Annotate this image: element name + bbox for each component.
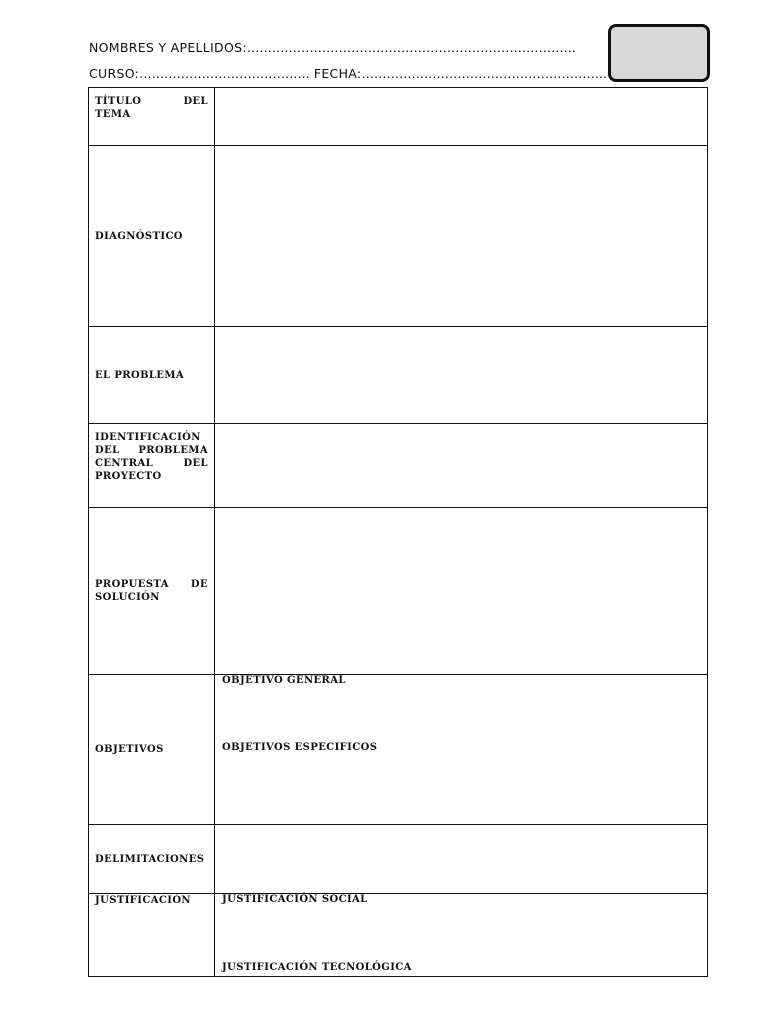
table-row <box>89 508 708 675</box>
row-label-diagnostic: DIAGNÓSTICO <box>89 146 215 327</box>
course-date-line <box>89 66 607 81</box>
name-line <box>89 40 576 55</box>
general-objective-label: OBJETIVO GENERAL <box>222 675 346 686</box>
row-label-objectives: OBJETIVOS <box>89 675 215 825</box>
diagnostic-field[interactable] <box>215 146 708 327</box>
row-label-delimitations: DELIMITACIONES <box>89 825 215 894</box>
table-row <box>89 88 708 146</box>
table-row <box>89 327 708 424</box>
table-row <box>89 146 708 327</box>
row-label-solution: PROPUESTA DE SOLUCIÓN <box>89 508 215 675</box>
table-row <box>89 424 708 508</box>
table-row <box>89 894 708 977</box>
row-label-problem: EL PROBLEMA <box>89 327 215 424</box>
central-problem-field[interactable] <box>215 424 708 508</box>
name-fill-field[interactable]: ……………………………………………………………………. <box>246 40 576 55</box>
row-label-central-problem: IDENTIFICACIÓN DEL PROBLEMA CENTRAL DEL PROYECTO <box>89 424 215 508</box>
course-label: CURSO: <box>89 66 140 81</box>
row-label-justification: JUSTIFICACIÓN <box>89 894 215 977</box>
title-field[interactable] <box>215 88 708 146</box>
row-label-title: TÍTULO DEL TEMA <box>89 88 215 146</box>
solution-field[interactable] <box>215 508 708 675</box>
course-fill-field[interactable]: ………………………………….. <box>139 66 310 81</box>
technological-justification-label: JUSTIFICACIÓN TECNOLÓGICA <box>222 962 412 973</box>
objectives-field[interactable] <box>215 675 708 825</box>
social-justification-label: JUSTIFICACIÓN SOCIAL <box>222 894 368 905</box>
table-row <box>89 675 708 825</box>
project-form-table <box>88 87 708 977</box>
specific-objectives-label: OBJETIVOS ESPECIFICOS <box>222 742 378 753</box>
delimitations-field[interactable] <box>215 825 708 894</box>
grade-box[interactable] <box>608 24 710 82</box>
date-fill-field[interactable]: ………………………………………………….. <box>361 66 607 81</box>
table-row <box>89 825 708 894</box>
justification-field[interactable] <box>215 894 708 977</box>
problem-field[interactable] <box>215 327 708 424</box>
date-label: FECHA: <box>309 66 362 81</box>
name-label: NOMBRES Y APELLIDOS: <box>89 40 247 55</box>
